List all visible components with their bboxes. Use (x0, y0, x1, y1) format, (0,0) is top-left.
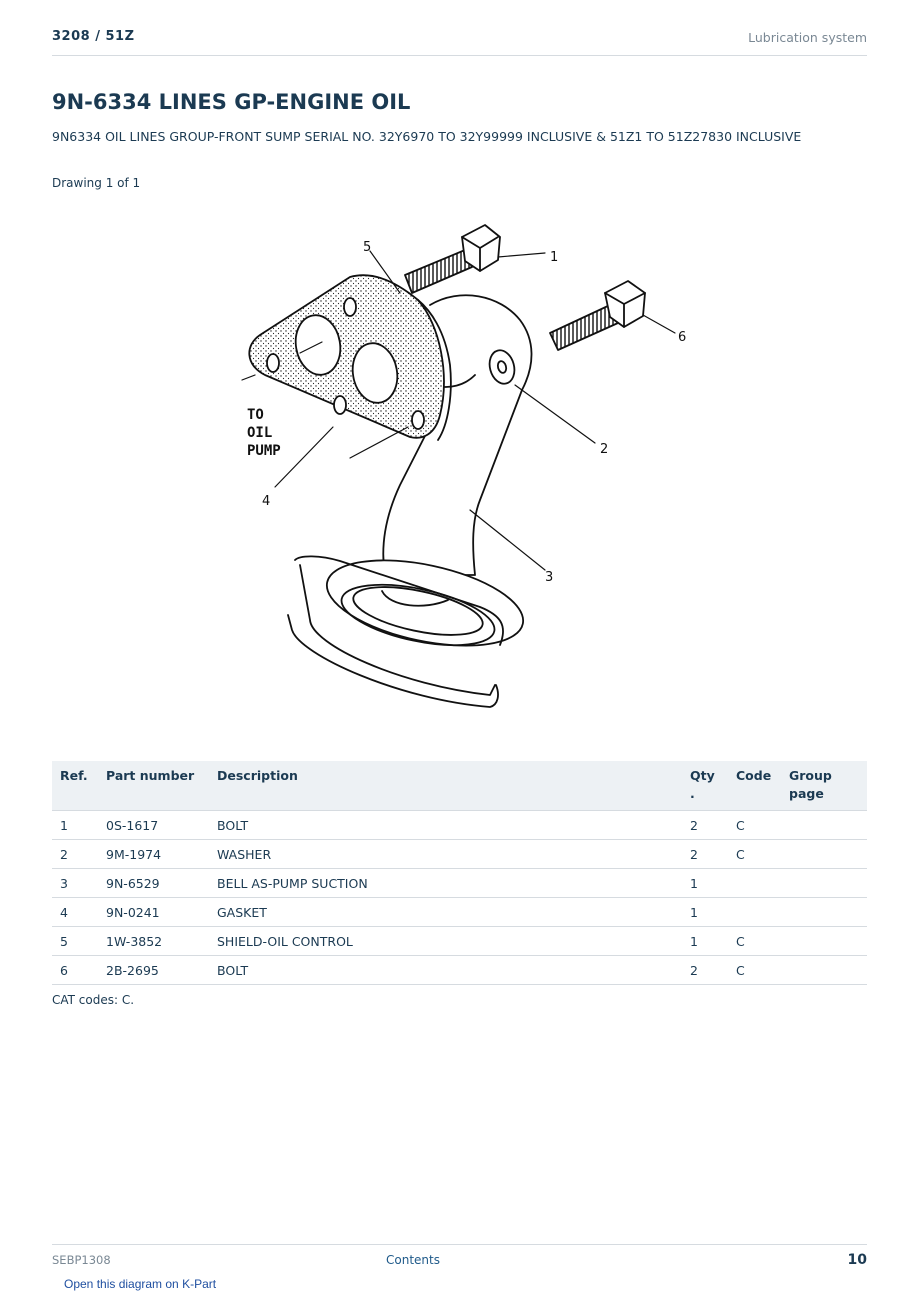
cell-qty: 2 (682, 956, 728, 985)
table-header-row (52, 761, 867, 811)
label-to: TO (247, 407, 264, 423)
bolt-upper (405, 225, 500, 293)
cell-code (728, 869, 781, 898)
cell-qty: 1 (682, 927, 728, 956)
table-row (52, 927, 867, 956)
cell-description: BOLT (209, 956, 682, 985)
open-kpart-link[interactable]: Open this diagram on K-Part (64, 1277, 217, 1291)
col-header-description: Description (217, 768, 298, 783)
cell-part-number: 9N-0241 (98, 898, 209, 927)
cell-description: GASKET (209, 898, 682, 927)
cell-ref: 3 (52, 869, 98, 898)
cell-qty: 2 (682, 811, 728, 840)
qty-line1: Qty (690, 768, 715, 783)
model-serial-header: 3208 / 51Z (52, 29, 135, 44)
cell-group-page (781, 840, 867, 869)
cell-ref: 6 (52, 956, 98, 985)
section-name: Lubrication system (748, 30, 867, 45)
cell-part-number: 2B-2695 (98, 956, 209, 985)
parts-diagram (200, 215, 740, 725)
cat-codes-note: CAT codes: C. (52, 993, 135, 1007)
callout-2: 2 (600, 442, 609, 457)
page-number: 10 (847, 1252, 867, 1268)
cell-description: BELL AS-PUMP SUCTION (209, 869, 682, 898)
cell-description: SHIELD-OIL CONTROL (209, 927, 682, 956)
callout-4: 4 (262, 494, 271, 509)
cell-part-number: 9M-1974 (98, 840, 209, 869)
cell-ref: 5 (52, 927, 98, 956)
label-oil: OIL (247, 425, 273, 441)
table-row (52, 898, 867, 927)
callout-6: 6 (678, 330, 687, 345)
callout-1: 1 (550, 250, 559, 265)
col-header-code: Code (736, 768, 772, 783)
cell-part-number: 0S-1617 (98, 811, 209, 840)
col-header-ref: Ref. (60, 768, 88, 783)
cell-ref: 2 (52, 840, 98, 869)
label-pump: PUMP (247, 443, 281, 459)
cell-group-page (781, 898, 867, 927)
group-description: 9N6334 OIL LINES GROUP-FRONT SUMP SERIAL NO. 32Y6970 TO 32Y99999 INCLUSIVE & 51Z1 TO 51Z27830 INCLUSIVE (52, 129, 802, 144)
cell-code (728, 898, 781, 927)
cell-qty: 1 (682, 898, 728, 927)
page-title: 9N-6334 LINES GP-ENGINE OIL (52, 90, 411, 114)
group-page-line1: Group (789, 768, 832, 783)
cell-code: C (728, 811, 781, 840)
cell-description: WASHER (209, 840, 682, 869)
cell-description: BOLT (209, 811, 682, 840)
qty-line2: . (690, 786, 695, 801)
cell-qty: 2 (682, 840, 728, 869)
table-row (52, 840, 867, 869)
header-divider (52, 55, 867, 56)
bolt-right (550, 281, 645, 350)
gasket-flange (249, 275, 451, 440)
callout-3: 3 (545, 570, 554, 585)
cell-code: C (728, 927, 781, 956)
cell-ref: 1 (52, 811, 98, 840)
table-row (52, 956, 867, 985)
cell-group-page (781, 869, 867, 898)
table-row (52, 869, 867, 898)
col-header-part-number: Part number (106, 768, 195, 783)
cell-qty: 1 (682, 869, 728, 898)
cell-group-page (781, 956, 867, 985)
cell-part-number: 9N-6529 (98, 869, 209, 898)
cell-group-page (781, 811, 867, 840)
contents-link[interactable]: Contents (386, 1253, 440, 1267)
callout-5: 5 (363, 240, 372, 255)
group-page-line2: page (789, 786, 824, 801)
document-id: SEBP1308 (52, 1253, 111, 1267)
cell-code: C (728, 956, 781, 985)
footer-divider (52, 1244, 867, 1245)
cell-group-page (781, 927, 867, 956)
col-header-qty (682, 761, 728, 811)
drawing-count: Drawing 1 of 1 (52, 176, 141, 190)
cell-code: C (728, 840, 781, 869)
parts-table (52, 761, 867, 985)
cell-ref: 4 (52, 898, 98, 927)
table-row (52, 811, 867, 840)
to-oil-pump-label (247, 407, 281, 459)
col-header-group-page (781, 761, 867, 811)
cell-part-number: 1W-3852 (98, 927, 209, 956)
